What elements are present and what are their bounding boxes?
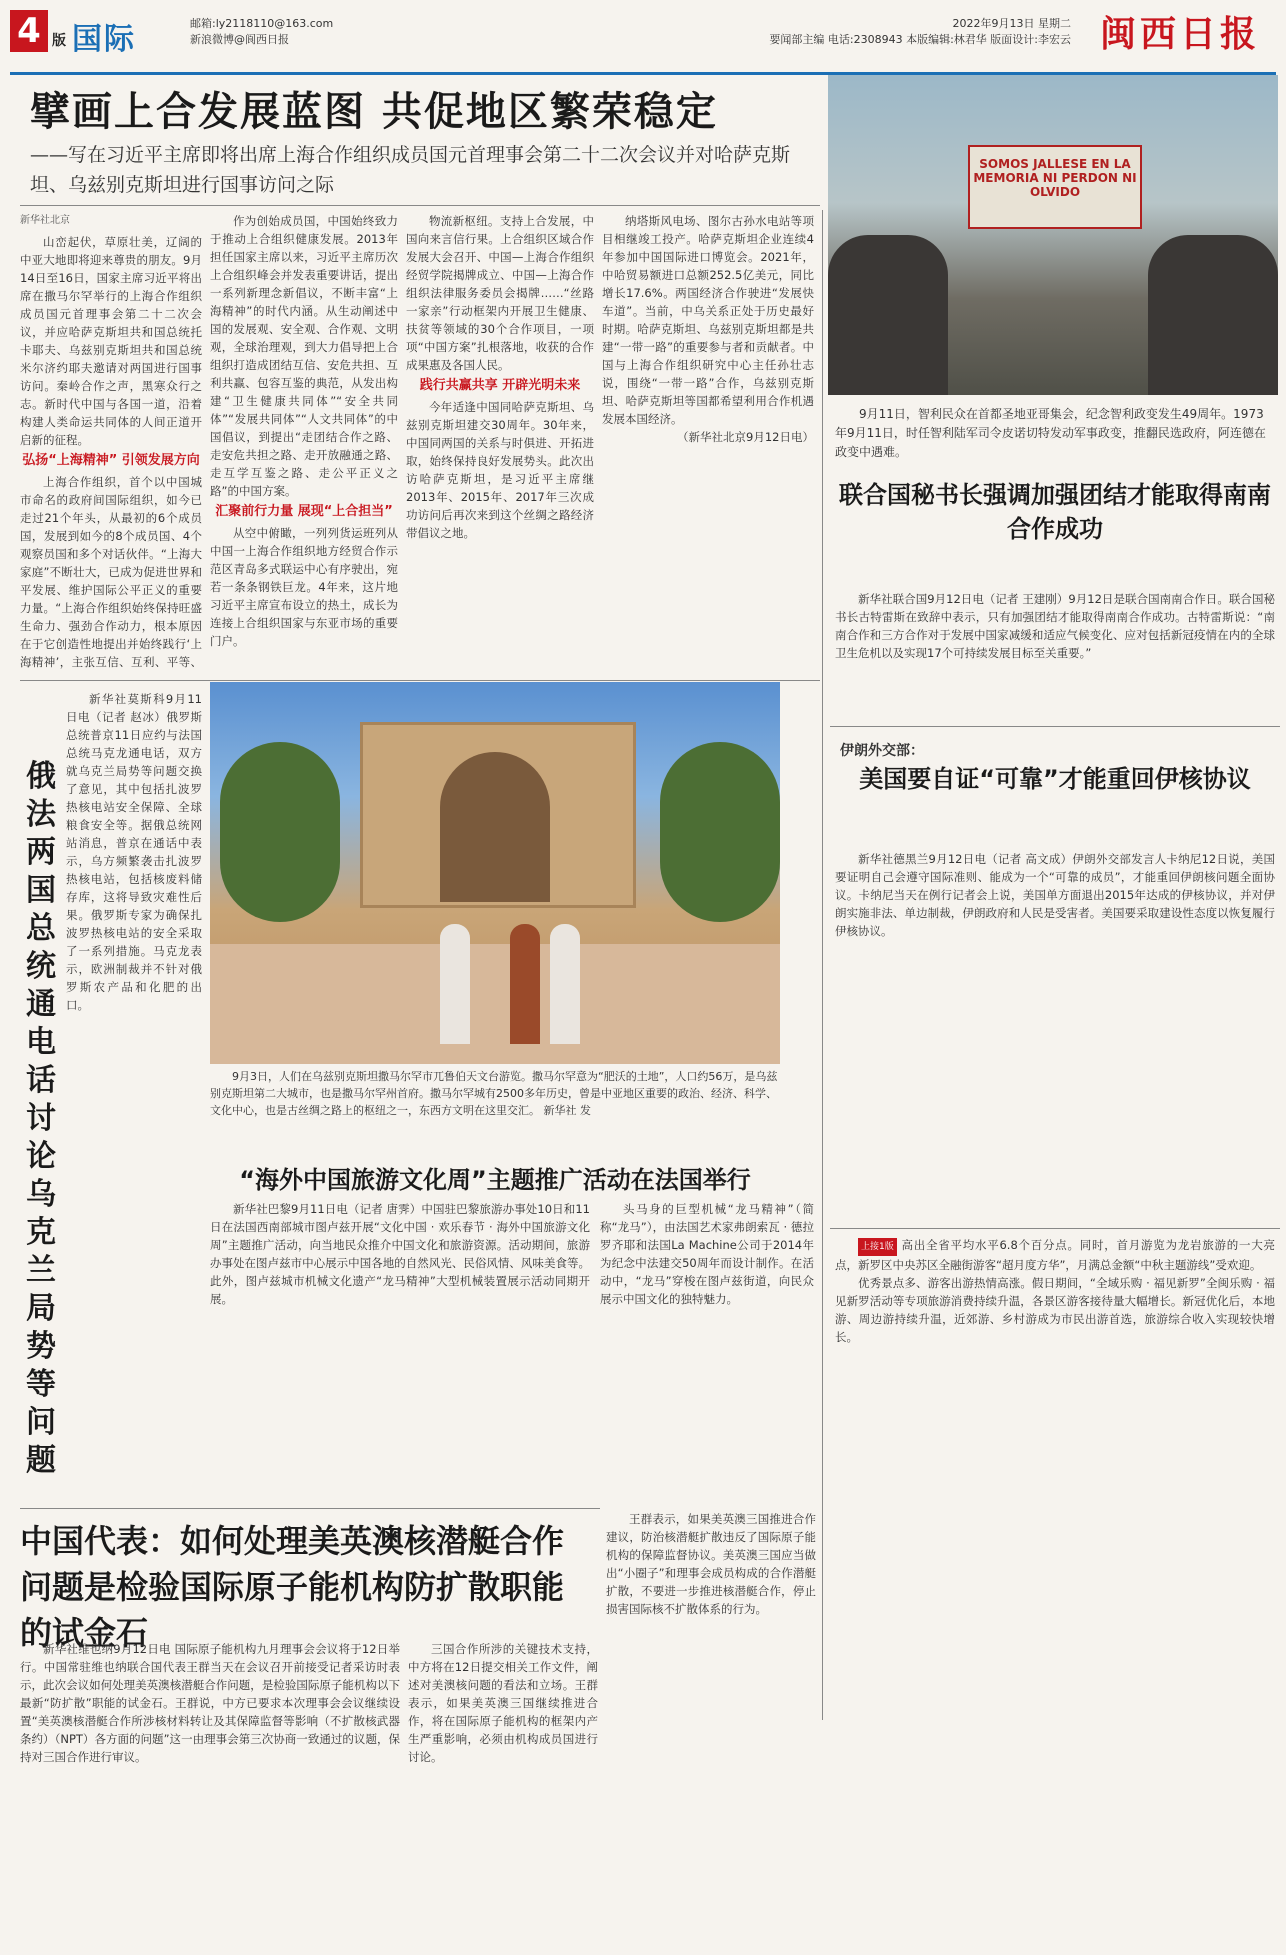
subsection-title: 践行共赢共享 开辟光明未来 bbox=[419, 378, 581, 393]
newspaper-logo: 闽西日报 bbox=[1099, 13, 1260, 55]
anniv-body bbox=[835, 1236, 1275, 1936]
paragraph: 新华社巴黎9月11日电（记者 唐霁）中国驻巴黎旅游办事处10日和11日在法国西南部城市图卢兹开展“文化中国 · 欢乐春节 · 海外中国旅游文化周”主题推广活动，向当地民众推介中国文化和旅游资源。活动期间，旅游办事处在图卢兹市中心展示中国各地的自然风光、民俗风情、风味美食等。此外，图卢兹城市机械文化遗产“龙马精神”大型机械装置展示活动同期开展。 bbox=[210, 1202, 590, 1306]
dateline-end: （新华社北京9月12日电） bbox=[677, 430, 814, 444]
main-col-1 bbox=[20, 212, 202, 672]
paragraph: 新华社联合国9月12日电（记者 王建刚）9月12日是联合国南南合作日。联合国秘书长古特雷斯在致辞中表示，只有加强团结才能取得南南合作成功。古特雷斯说：“南南合作和三方合作对于发展中国家减缓和适应气候变化、应对包括新冠疫情在内的全球卫生危机以及实现17个可持续发展目标至关重要。” bbox=[835, 592, 1275, 660]
paragraph bbox=[835, 1236, 1275, 1274]
subsection-title: 汇聚前行力量 展现“上合担当” bbox=[215, 504, 393, 519]
row-divider bbox=[20, 1508, 600, 1509]
protest-banner bbox=[968, 145, 1142, 229]
row-divider bbox=[830, 726, 1280, 727]
iran-headline: 美国要自证“可靠”才能重回伊核协议 bbox=[859, 765, 1251, 793]
main-subhead: ——写在习近平主席即将出席上海合作组织成员国元首理事会第二十二次会议并对哈萨克斯坦、乌兹别克斯坦进行国事访问之际 bbox=[30, 144, 791, 196]
contact-email: 邮箱:ly2118110@163.com bbox=[190, 17, 334, 30]
iran-body bbox=[835, 850, 1275, 1220]
ban-label: 版 bbox=[52, 33, 66, 49]
contact-weibo: 新浪微博@阆西日报 bbox=[190, 33, 289, 46]
iran-kicker: 伊朗外交部： bbox=[840, 743, 924, 759]
paragraph: 山峦起伏，草原壮美，辽阔的中亚大地即将迎来尊贵的朋友。9月14日至16日，国家主席习近平将出席在撒马尔罕举行的上海合作组织成员国元首理事会第二十二次会议，并应哈萨克斯坦共和国总统托卡耶夫、乌兹别克斯坦共和国总统米尔济约耶夫邀请对两国进行国事访问。秦岭合作之声，黑寒众行之志。新时代中国与各国一道，沿着构建人类命运共同体的人间正道开启新的征程。 bbox=[20, 235, 202, 447]
paragraph: 三国合作所涉的关键技术支持，中方将在12日提交相关工作文件，阐述对美澳核问题的看法和立场。王群表示，如果美英澳三国继续推进合作，将在国际原子能机构的框架内产生严重影响，必须由机构成员国进行讨论。 bbox=[408, 1642, 598, 1764]
photo-figure bbox=[828, 235, 948, 395]
photo-figure bbox=[1148, 235, 1278, 395]
contact-info bbox=[190, 16, 333, 48]
paragraph: 作为创始成员国，中国始终致力于推动上合组织健康发展。2013年担任国家主席以来，习近平主席历次上合组织峰会并发表重要讲话，提出一系列新理念新倡议，不断丰富“上海精神”的时代内涵。从生动阐述中国的发展观、安全观、合作观、文明观，全球治理观，到大力倡导把上合组织打造成团结互信、安危共担、互利共赢、包容互鉴的典范，从发出构建“卫生健康共同体”“安全共同体”“发展共同体”“人文共同体”的中国倡议，到提出“走团结合作之路、走安危共担之路、走开放融通之路、走互学互鉴之路、走公平正义之路”的中国方案。 bbox=[210, 214, 398, 498]
issue-date: 2022年9月13日 星期二 bbox=[952, 17, 1071, 30]
samarkand-photo bbox=[210, 682, 780, 1064]
paragraph: 头马身的巨型机械“龙马精神”（简称“龙马”），由法国艺术家弗朗索瓦 · 德拉罗齐耶和法国La Machine公司于2014年为纪念中法建交50周年而设计制作。在活动中，“龙马”穿梭在图卢兹街道，向民众展示中国文化的独特魅力。 bbox=[600, 1202, 814, 1306]
paragraph: 从空中俯瞰，一列列货运班列从中国一上海合作组织地方经贸合作示范区青岛多式联运中心有序驶出，宛若一条条钢铁巨龙。4年来，这片地习近平主席宣布设立的热土，成长为连接上合组织国家与东亚市场的重要门户。 bbox=[210, 526, 398, 648]
header-info bbox=[769, 16, 1071, 48]
nuclear-headline: 中国代表：如何处理美英澳核潜艇合作问题是检验国际原子能机构防扩散职能的试金石 bbox=[20, 1522, 565, 1652]
tourism-headline: “海外中国旅游文化周”主题推广活动在法国举行 bbox=[239, 1166, 751, 1194]
samarkand-caption: 9月3日，人们在乌兹别克斯坦撒马尔罕市兀鲁伯天文台游览。撒马尔罕意为“肥沃的土地”，人口约56万，是乌兹别克斯坦第二大城市，也是撒马尔罕州首府。撒马尔罕城有2500多年历史，曾是中亚地区重要的政治、经济、科学、文化中心，也是古丝绸之路上的枢纽之一，东西方文明在这里交汇。 新华社 发 bbox=[210, 1070, 778, 1117]
subsection-title: 弘扬“上海精神” 引领发展方向 bbox=[22, 453, 200, 468]
paragraph: 今年适逢中国同哈萨克斯坦、乌兹别克斯坦建交30周年。30年来，中国同两国的关系与时俱进、开拓进取，始终保持良好发展势头。此次出访哈萨克斯坦，是习近平主席继2013年、2015年、2017年三次成功访问后再次来到这个丝绸之路经济带倡议之地。 bbox=[406, 400, 594, 540]
paragraph: 王群表示，如果美英澳三国推进合作建议，防治核潜艇扩散违反了国际原子能机构的保障监督协议。美英澳三国应当做出“小圈子”和理事会成员构成的合作潜艇扩散，不要进一步推进核潜艇合作，停止损害国际核不扩散体系的行为。 bbox=[606, 1512, 816, 1616]
row-divider bbox=[20, 205, 820, 206]
photo-tree bbox=[660, 742, 780, 922]
banner-text: SOMOS JALLESE EN LA MEMORIA NI PERDON NI OLVIDO bbox=[973, 157, 1137, 199]
paragraph: 物流新枢纽。支持上合发展，中国向来言信行果。上合组织区域合作发展大会召开、中国—上海合作组织经贸学院揭牌成立、中国—上海合作组织法律服务委员会揭牌……“丝路一家亲”行动框架内开展卫生健康、扶贫等领域的30个合作项目，一项项“中国方案”扎根落地，收获的合作成果惠及各国人民。 bbox=[406, 214, 594, 372]
section-title: 国际 bbox=[72, 22, 136, 57]
row-divider bbox=[830, 1228, 1280, 1229]
nuclear-body-a bbox=[20, 1640, 400, 1940]
main-headline: 擘画上合发展蓝图 共促地区繁荣稳定 bbox=[30, 89, 718, 135]
paragraph: 上海合作组织，首个以中国城市命名的政府间国际组织，如今已走过21个年头，从最初的6个成员国，发展到如今的8个成员国、4个观察员国和多个对话伙伴。“上海大家庭”不断壮大，已成为促进世界和平发展、维护国际公平正义的重要力量。“上海合作组织始终保持旺盛生命力、强劲合作动力，根本原因在于它创造性地提出并始终践行‘上海精神’，主张互信、互利、平等、 bbox=[20, 475, 202, 669]
main-col-3 bbox=[406, 212, 594, 672]
photo-figure bbox=[440, 924, 470, 1044]
paragraph: 纳塔斯风电场、图尔古孙水电站等项目相继竣工投产。哈萨克斯坦企业连续4年参加中国国际进口博览会。2021年，中哈贸易额进口总额252.5亿美元，同比增长17.6%。两国经济合作驶进“发展快车道”。当前，中乌关系正处于历史最好时期。哈萨克斯坦、乌兹别克斯坦都是共建“一带一路”的重要参与者和贡献者。中国与上海合作组织研究中心主任孙壮志说，围绕“一带一路”合作，乌兹别克斯坦、哈萨克斯坦等国都希望利用合作机遇发展本国经济。 bbox=[602, 214, 814, 426]
chile-photo bbox=[828, 75, 1278, 395]
page-number: 4 bbox=[10, 10, 48, 52]
main-col-4 bbox=[602, 212, 814, 672]
photo-figure bbox=[550, 924, 580, 1044]
photo-arch bbox=[440, 752, 550, 902]
row-divider bbox=[20, 680, 820, 681]
photo-figure bbox=[510, 924, 540, 1044]
paragraph: 新华社维也纳9月12日电 国际原子能机构九月理事会会议将于12日举行。中国常驻维也纳联合国代表王群当天在会议召开前接受记者采访时表示，此次会议如何处理美英澳核潜艇合作问题，是检验国际原子能机构以下最新“防扩散”职能的试金石。王群说，中方已要求本次理事会会议继续设置“美英澳核潜艇合作所涉核材料转让及其保障监督等影响（不扩散核武器条约）（NPT）各方面的问题”这一由理事会第三次协商一致通过的议题，保持对三国合作进行审议。 bbox=[20, 1642, 400, 1764]
tourism-body-b bbox=[600, 1200, 814, 1500]
russia-headline: 俄法两国总统通电话讨论乌克兰局势等问题 bbox=[26, 759, 56, 1478]
paragraph-text: 高出全省平均水平6.8个百分点。同时，首月游览为龙岩旅游的一大亮点，新罗区中央苏区全融街游客“超月度方华”，月满总金额“中秋主题游线”受欢迎。 bbox=[835, 1238, 1275, 1272]
nuclear-body-b bbox=[408, 1640, 598, 1940]
page-header bbox=[10, 10, 1276, 70]
nuclear-body-c bbox=[606, 1510, 816, 1940]
un-headline: 联合国秘书长强调加强团结才能取得南南合作成功 bbox=[839, 481, 1271, 543]
un-body bbox=[835, 590, 1275, 720]
paragraph: 新华社莫斯科9月11日电（记者 赵冰）俄罗斯总统普京11日应约与法国总统马克龙通电话，双方就乌克兰局势等问题交换了意见，其中包括扎波罗热核电站安全保障、全球粮食安全等。据俄总统网站消息，普京在通话中表示，乌方频繁袭击扎波罗热核电站，包括核废料储存库，这将导致灾难性后果。俄罗斯专家为确保扎波罗热核电站的安全采取了一系列措施。马克龙表示，欧洲制裁并不针对俄罗斯农产品和化肥的出口。 bbox=[66, 692, 202, 1012]
column-divider bbox=[822, 210, 823, 1720]
russia-body bbox=[66, 690, 202, 1490]
photo-ground bbox=[210, 944, 780, 1064]
chile-caption: 9月11日，智利民众在首都圣地亚哥集会，纪念智利政变发生49周年。1973年9月11日，时任智利陆军司令皮诺切特发动军事政变，推翻民选政府，阿连德在政变中遇难。 bbox=[835, 407, 1266, 459]
byline: 新华社北京 bbox=[20, 215, 70, 226]
tourism-body-a bbox=[210, 1200, 590, 1500]
paragraph: 新华社德黑兰9月12日电（记者 高文成）伊朗外交部发言人卡纳尼12日说，美国要证明自己会遵守国际准则、能成为一个“可靠的成员”，才能重回伊朗核问题全面协议。卡纳尼当天在例行记者会上说，美国单方面退出2015年达成的伊核协议，并对伊朗实施非法、单边制裁，伊朗政府和人民是受害者。美国要采取建设性态度以恢复履行伊核协议。 bbox=[835, 852, 1275, 938]
editor-credits: 要闻部主编 电话:2308943 本版编辑:林君华 版面设计:李宏云 bbox=[769, 33, 1071, 46]
main-col-2 bbox=[210, 212, 398, 672]
continued-tag: 上接1版 bbox=[858, 1238, 897, 1256]
photo-tree bbox=[220, 742, 340, 922]
paragraph: 优秀景点多、游客出游热情高涨。假日期间，“全域乐购 · 福见新罗”全闽乐购 · 福见新罗活动等专项旅游消费持续升温，各景区游客接待量大幅增长。新冠优化后，本地游、周边游持续升温，近郊游、乡村游成为市民出游首选，旅游综合收入实现较快增长。 bbox=[835, 1276, 1275, 1344]
